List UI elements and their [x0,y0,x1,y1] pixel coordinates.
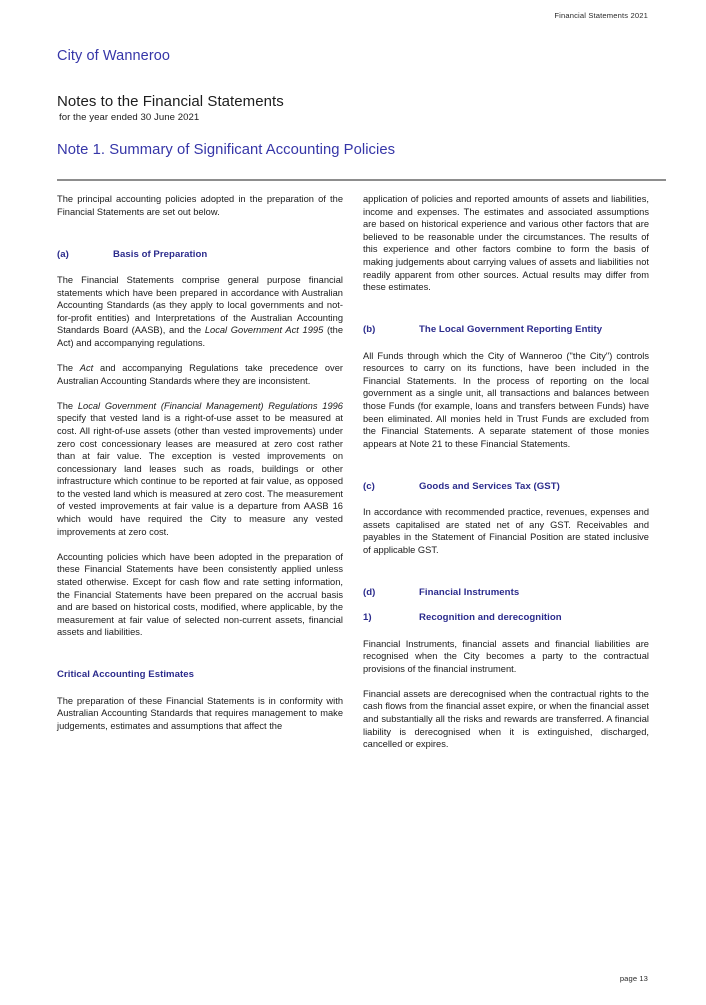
section-a-paragraph-2 [57,362,343,387]
italic-citation: Local Government Act 1995 [204,325,324,336]
section-label: Basis of Preparation [113,248,208,260]
section-heading-a [57,249,343,262]
running-header: Financial Statements 2021 [554,11,648,20]
intro-paragraph: The principal accounting policies adopted in the preparation of the Financial Statements are set out below. [57,194,343,217]
right-column [363,193,649,751]
section-label: The Local Government Reporting Entity [419,324,603,336]
reporting-period: for the year ended 30 June 2021 [59,112,200,123]
document-title: Notes to the Financial Statements [57,93,284,110]
text-run: The [57,400,78,411]
spacer [363,569,649,575]
subsection-heading-d1 [363,612,649,625]
subsection-label: Recognition and derecognition [419,612,562,624]
section-tag: (c) [363,480,375,492]
spacer [57,651,343,657]
text-run: specify that vested land is a right-of-use asset to be measured at cost. All right-of-use assets (other than vested improvements) under zero cost concessionary leases are measured at zero cost rather than at fair value. The exception is vested improvements on concessionary land leases such as roads, buildings or other infrastructure which continue to be reported at fair value, as opposed to the vested land which is measured at zero cost. The measurement of vested improvements at fair value is a departure from AASB 16 which would have required the City to measure any vested improvements at zero cost. [57,413,343,537]
note-title: Note 1. Summary of Significant Accounting Policies [57,142,396,158]
spacer [57,231,343,237]
subsection-tag: 1) [363,612,372,624]
section-d-paragraph-1: Financial Instruments, financial assets and financial liabilities are recognised when the City becomes a party to the contractual provisions of the financial instrument. [363,638,649,674]
spacer [363,463,649,469]
section-b-paragraph: All Funds through which the City of Wanneroo ("the City") controls resources to carry on its functions, have been included in the Financial Statements. In the process of reporting on the local government as a single unit, all transactions and balances between those Funds (for example, loans and transfers between Funds) have been eliminated. All monies held in Trust Funds are excluded from the Financial Statements. A separate statement of those monies appears at Note 21 to these Financial Statements. [363,350,649,449]
section-label: Goods and Services Tax (GST) [419,480,560,492]
critical-estimates-paragraph: The preparation of these Financial Statements is in conformity with Australian Accounting Standards that requires management to make judgements, estimates and assumptions that affect the [57,695,343,731]
organisation-name: City of Wanneroo [57,48,171,64]
section-heading-d [363,587,649,600]
section-a-paragraph-3 [57,400,343,539]
text-run: (the Act) and accompanying regulations. [57,325,344,348]
section-a-paragraph-4: Accounting policies which have been adopted in the preparation of these Financial Statements have been consistently applied unless stated otherwise. Except for cash flow and rate setting information, the Financial Statements have been prepared on the accrual basis and are based on historical costs, modified, where applicable, by the measurement at fair value of selected non-current assets, financial assets and liabilities. [57,551,343,638]
section-heading-b [363,324,649,337]
section-tag: (a) [57,248,69,260]
text-run: The [57,363,80,374]
spacer [363,306,649,312]
critical-estimates-heading: Critical Accounting Estimates [57,669,195,681]
section-c-paragraph: In accordance with recommended practice, revenues, expenses and assets capitalised are stated net of any GST. Receivables and payables in the Statement of Financial Position are stated inclusive of applicable GST. [363,507,649,555]
section-heading-c [363,481,649,494]
page-number: page 13 [619,974,648,983]
section-a-paragraph-1 [57,274,343,350]
section-d-paragraph-2: Financial assets are derecognised when the contractual rights to the cash flows from the financial asset expire, or when the financial asset and substantially all the risks and rewards are transferred. A financial liability is derecognised when it is extinguished, discharged, cancelled or expires. [363,688,649,750]
text-run: and accompanying Regulations take precedence over Australian Accounting Standards where they are inconsistent. [57,363,343,386]
text-run: The Financial Statements comprise general purpose financial statements which have been prepared in accordance with Australian Accounting Standards (as they apply to local governments and not-for-profit entities) and Interpretations of the Australian Accounting Standards Board (AASB), and the [57,274,343,336]
left-column [57,193,343,751]
title-block [57,48,667,158]
italic-citation: Local Government (Financial Management) Regulations 1996 [77,400,343,411]
header-divider [57,179,666,181]
italic-citation: Act [79,363,94,374]
section-label: Financial Instruments [419,586,520,598]
continuation-paragraph: application of policies and reported amounts of assets and liabilities, income and expenses. The estimates and associated assumptions are based on historical experience and various other factors that are believed to be reasonable under the circumstances. The results of this experience and other factors combine to form the basis of making judgements about carrying values of assets and liabilities not readily apparent from other sources. Actual results may differ from these estimates. [363,194,649,293]
section-tag: (d) [363,586,376,598]
body-columns [57,193,667,751]
section-tag: (b) [363,324,376,336]
